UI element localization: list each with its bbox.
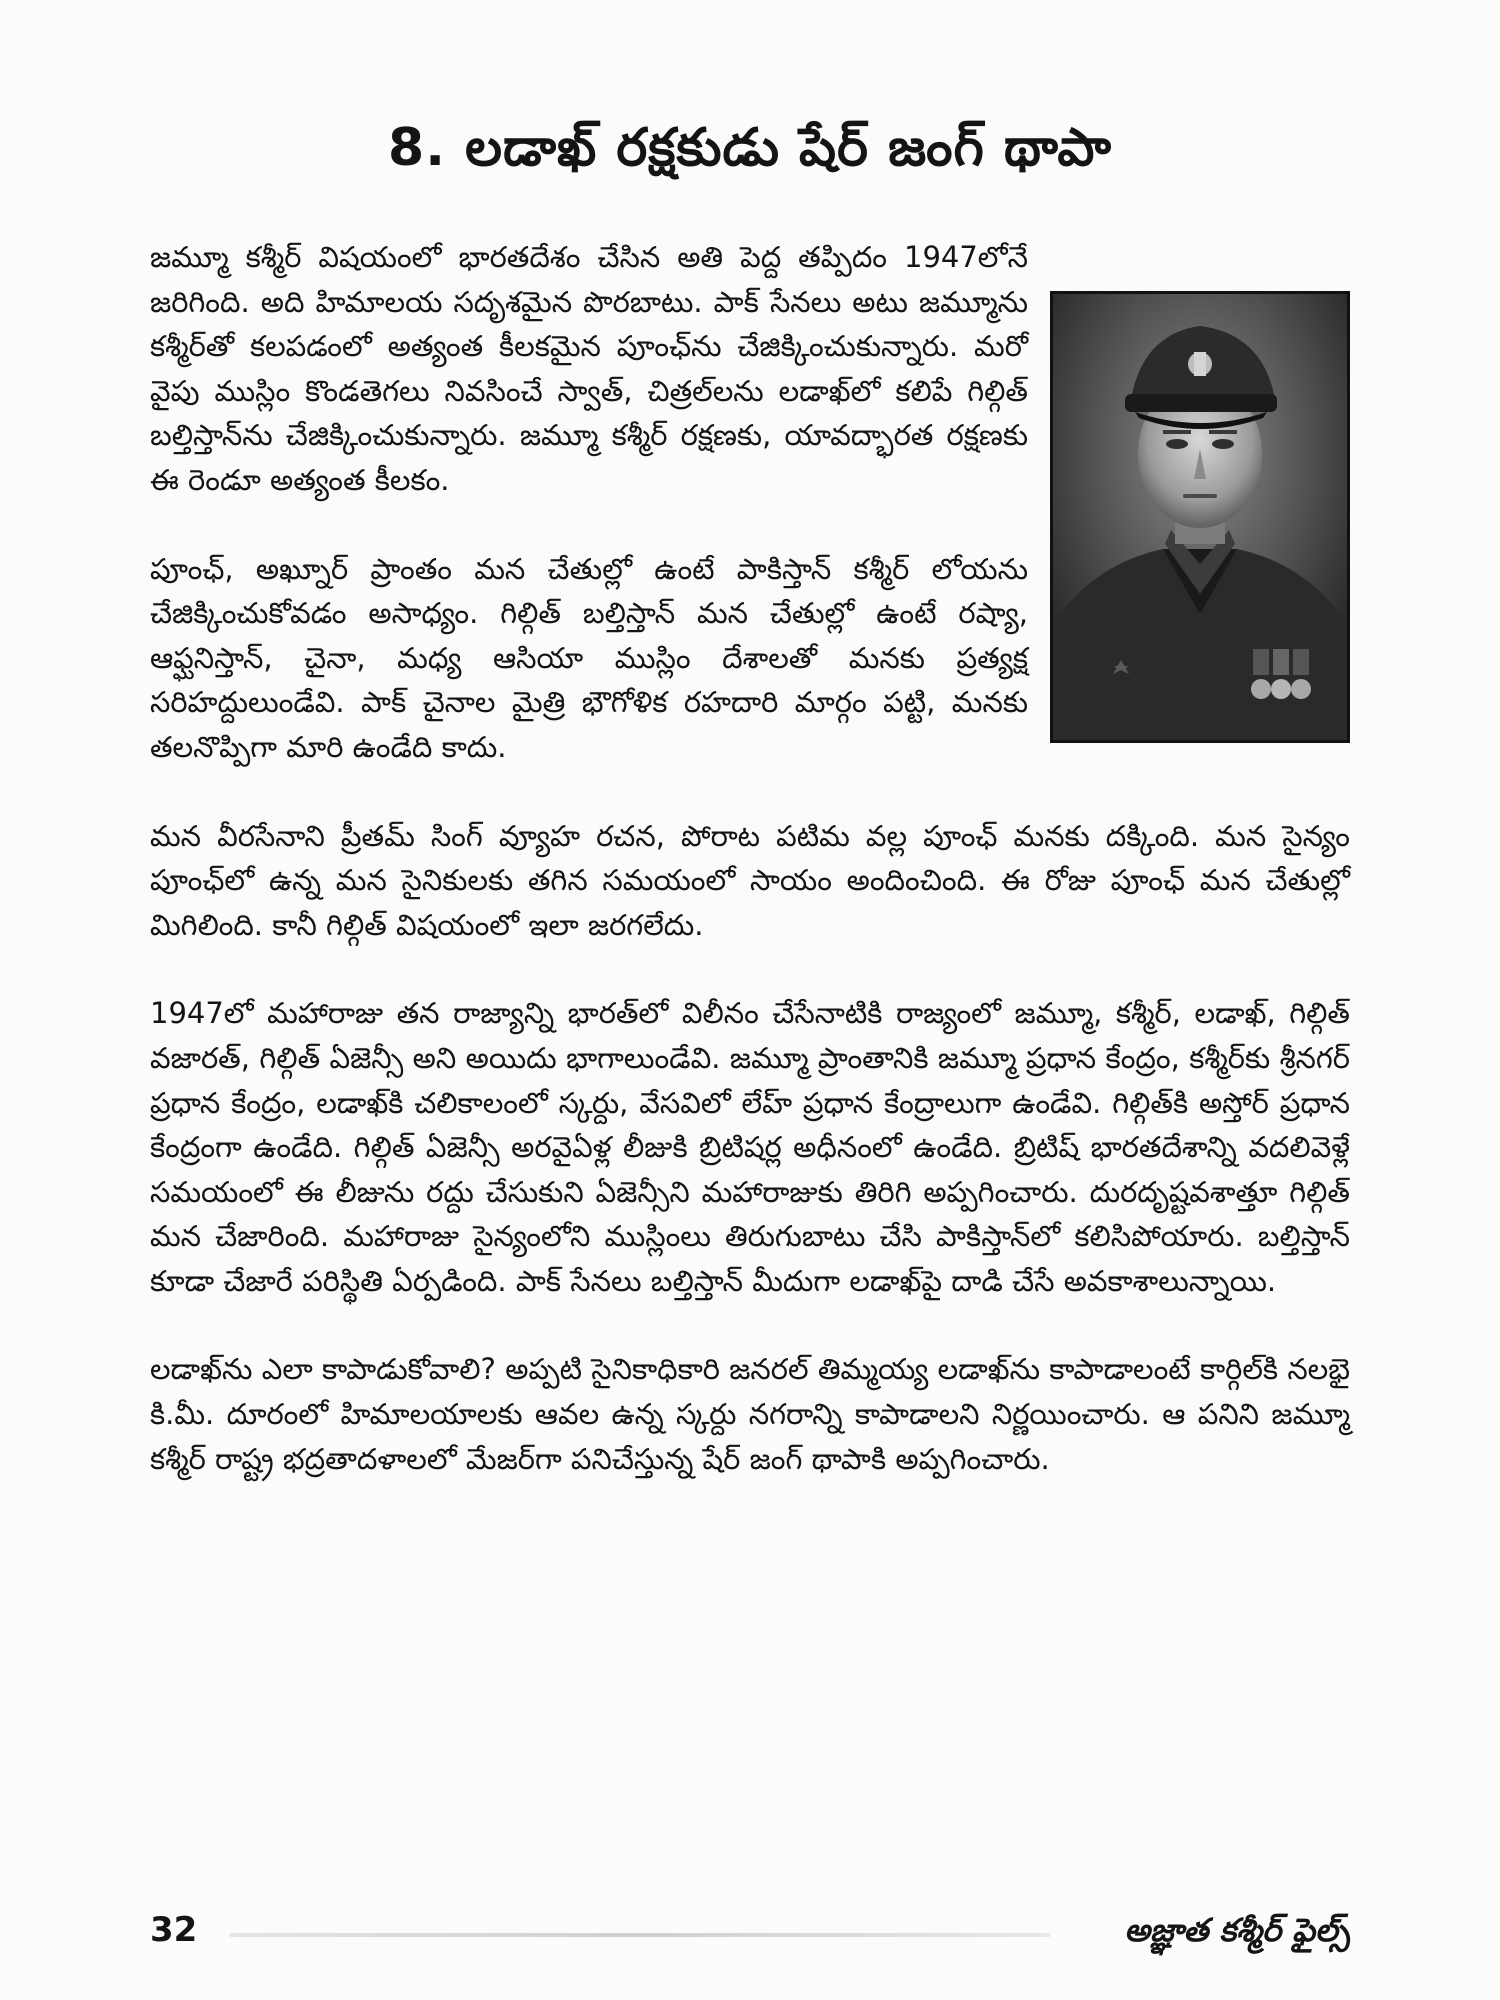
footer-divider <box>230 1933 1050 1937</box>
chapter-body <box>150 235 1350 1525</box>
officer-portrait <box>1050 291 1350 743</box>
book-title: అజ్ఞాత కశ్మీర్ ఫైల్స్ <box>1124 1911 1350 1949</box>
military-officer-portrait-icon <box>1053 294 1347 740</box>
paragraph-1: జమ్మూ కశ్మీర్ విషయంలో భారతదేశం చేసిన అతి పెద్ద తప్పిదం 1947లోనే జరిగింది. అది హిమాలయ సదృశమైన పొరబాటు. పాక్ సేనలు అటు జమ్మూను కశ్మీర్‌తో కలపడంలో అత్యంత కీలకమైన పూంఛ్‌ను చేజిక్కించుకున్నారు. మరో వైపు ముస్లిం కొండతెగలు నివసించే స్వాత్, చిత్రల్‌లను లడాఖ్‌లో కలిపే గిల్గిత్ బల్తిస్తాన్‌ను చేజిక్కించుకున్నారు. జమ్మూ కశ్మీర్ రక్షణకు, యావద్భారత రక్షణకు ఈ రెండూ అత్యంత కీలకం. <box>150 240 1028 497</box>
paragraph-3: మన వీరసేనాని ప్రీతమ్ సింగ్ వ్యూహ రచన, పోరాట పటిమ వల్ల పూంఛ్ మనకు దక్కింది. మన సైన్యం పూంఛ్‌లో ఉన్న మన సైనికులకు తగిన సమయంలో సాయం అందించింది. ఈ రోజు పూంఛ్ మన చేతుల్లో మిగిలింది. కానీ గిల్గిత్ విషయంలో ఇలా జరగలేదు. <box>150 818 1350 942</box>
paragraph-5: లడాఖ్‌ను ఎలా కాపాడుకోవాలి? అప్పటి సైనికాధికారి జనరల్ తిమ్మయ్య లడాఖ్‌ను కాపాడాలంటే కార్గిల్‌కి నలభై కి.మీ. దూరంలో హిమాలయాలకు ఆవల ఉన్న స్కర్దు నగరాన్ని కాపాడాలని నిర్ణయించారు. ఆ పనిని జమ్మూ కశ్మీర్ రాష్ట్ర భద్రతాదళాలలో మేజర్‌గా పనిచేస్తున్న షేర్ జంగ్ థాపాకి అప్పగించారు. <box>150 1352 1350 1476</box>
page-number: 32 <box>150 1910 198 1950</box>
paragraph-4: 1947లో మహారాజు తన రాజ్యాన్ని భారత్‌లో విలీనం చేసేనాటికి రాజ్యంలో జమ్మూ, కశ్మీర్, లడాఖ్, గిల్గిత్ వజారత్, గిల్గిత్ ఏజెన్సీ అని అయిదు భాగాలుండేవి. జమ్మూ ప్రాంతానికి జమ్మూ ప్రధాన కేంద్రం, కశ్మీర్‌కు శ్రీనగర్ ప్రధాన కేంద్రం, లడాఖ్‌కి చలికాలంలో స్కర్దు, వేసవిలో లేహ్ ప్రధాన కేంద్రాలుగా ఉండేవి. గిల్గిత్‌కి అస్తోర్ ప్రధాన కేంద్రంగా ఉండేది. గిల్గిత్ ఏజెన్సీ అరవైఏళ్ల లీజుకి బ్రిటిషర్ల అధీనంలో ఉండేది. బ్రిటిష్ భారతదేశాన్ని వదలివెళ్లే సమయంలో ఈ లీజును రద్దు చేసుకుని ఏజెన్సీని మహారాజుకు తిరిగి అప్పగించారు. దురదృష్టవశాత్తూ గిల్గిత్ మన చేజారింది. మహారాజు సైన్యంలోని ముస్లింలు తిరుగుబాటు చేసి పాకిస్తాన్‌లో కలిసిపోయారు. బల్తిస్తాన్ కూడా చేజారే పరిస్థితి ఏర్పడింది. పాక్ సేనలు బల్తిస్తాన్ మీదుగా లడాఖ్‌పై దాడి చేసే అవకాశాలున్నాయి. <box>150 996 1350 1298</box>
page-footer <box>150 1905 1350 1955</box>
paragraph-2: పూంఛ్, అఖ్నూర్ ప్రాంతం మన చేతుల్లో ఉంటే పాకిస్తాన్ కశ్మీర్ లోయను చేజిక్కించుకోవడం అసాధ్యం. గిల్గిత్ బల్తిస్తాన్ మన చేతుల్లో ఉంటే రష్యా, ఆఫ్ఘనిస్తాన్, చైనా, మధ్య ఆసియా ముస్లిం దేశాలతో మనకు ప్రత్యక్ష సరిహద్దులుండేవి. పాక్ చైనాల మైత్రి భౌగోళిక రహదారి మార్గం పట్టి, మనకు తలనొప్పిగా మారి ఉండేది కాదు. <box>150 551 1028 764</box>
chapter-title: 8. లడాఖ్ రక్షకుడు షేర్ జంగ్ థాపా <box>388 118 1112 178</box>
